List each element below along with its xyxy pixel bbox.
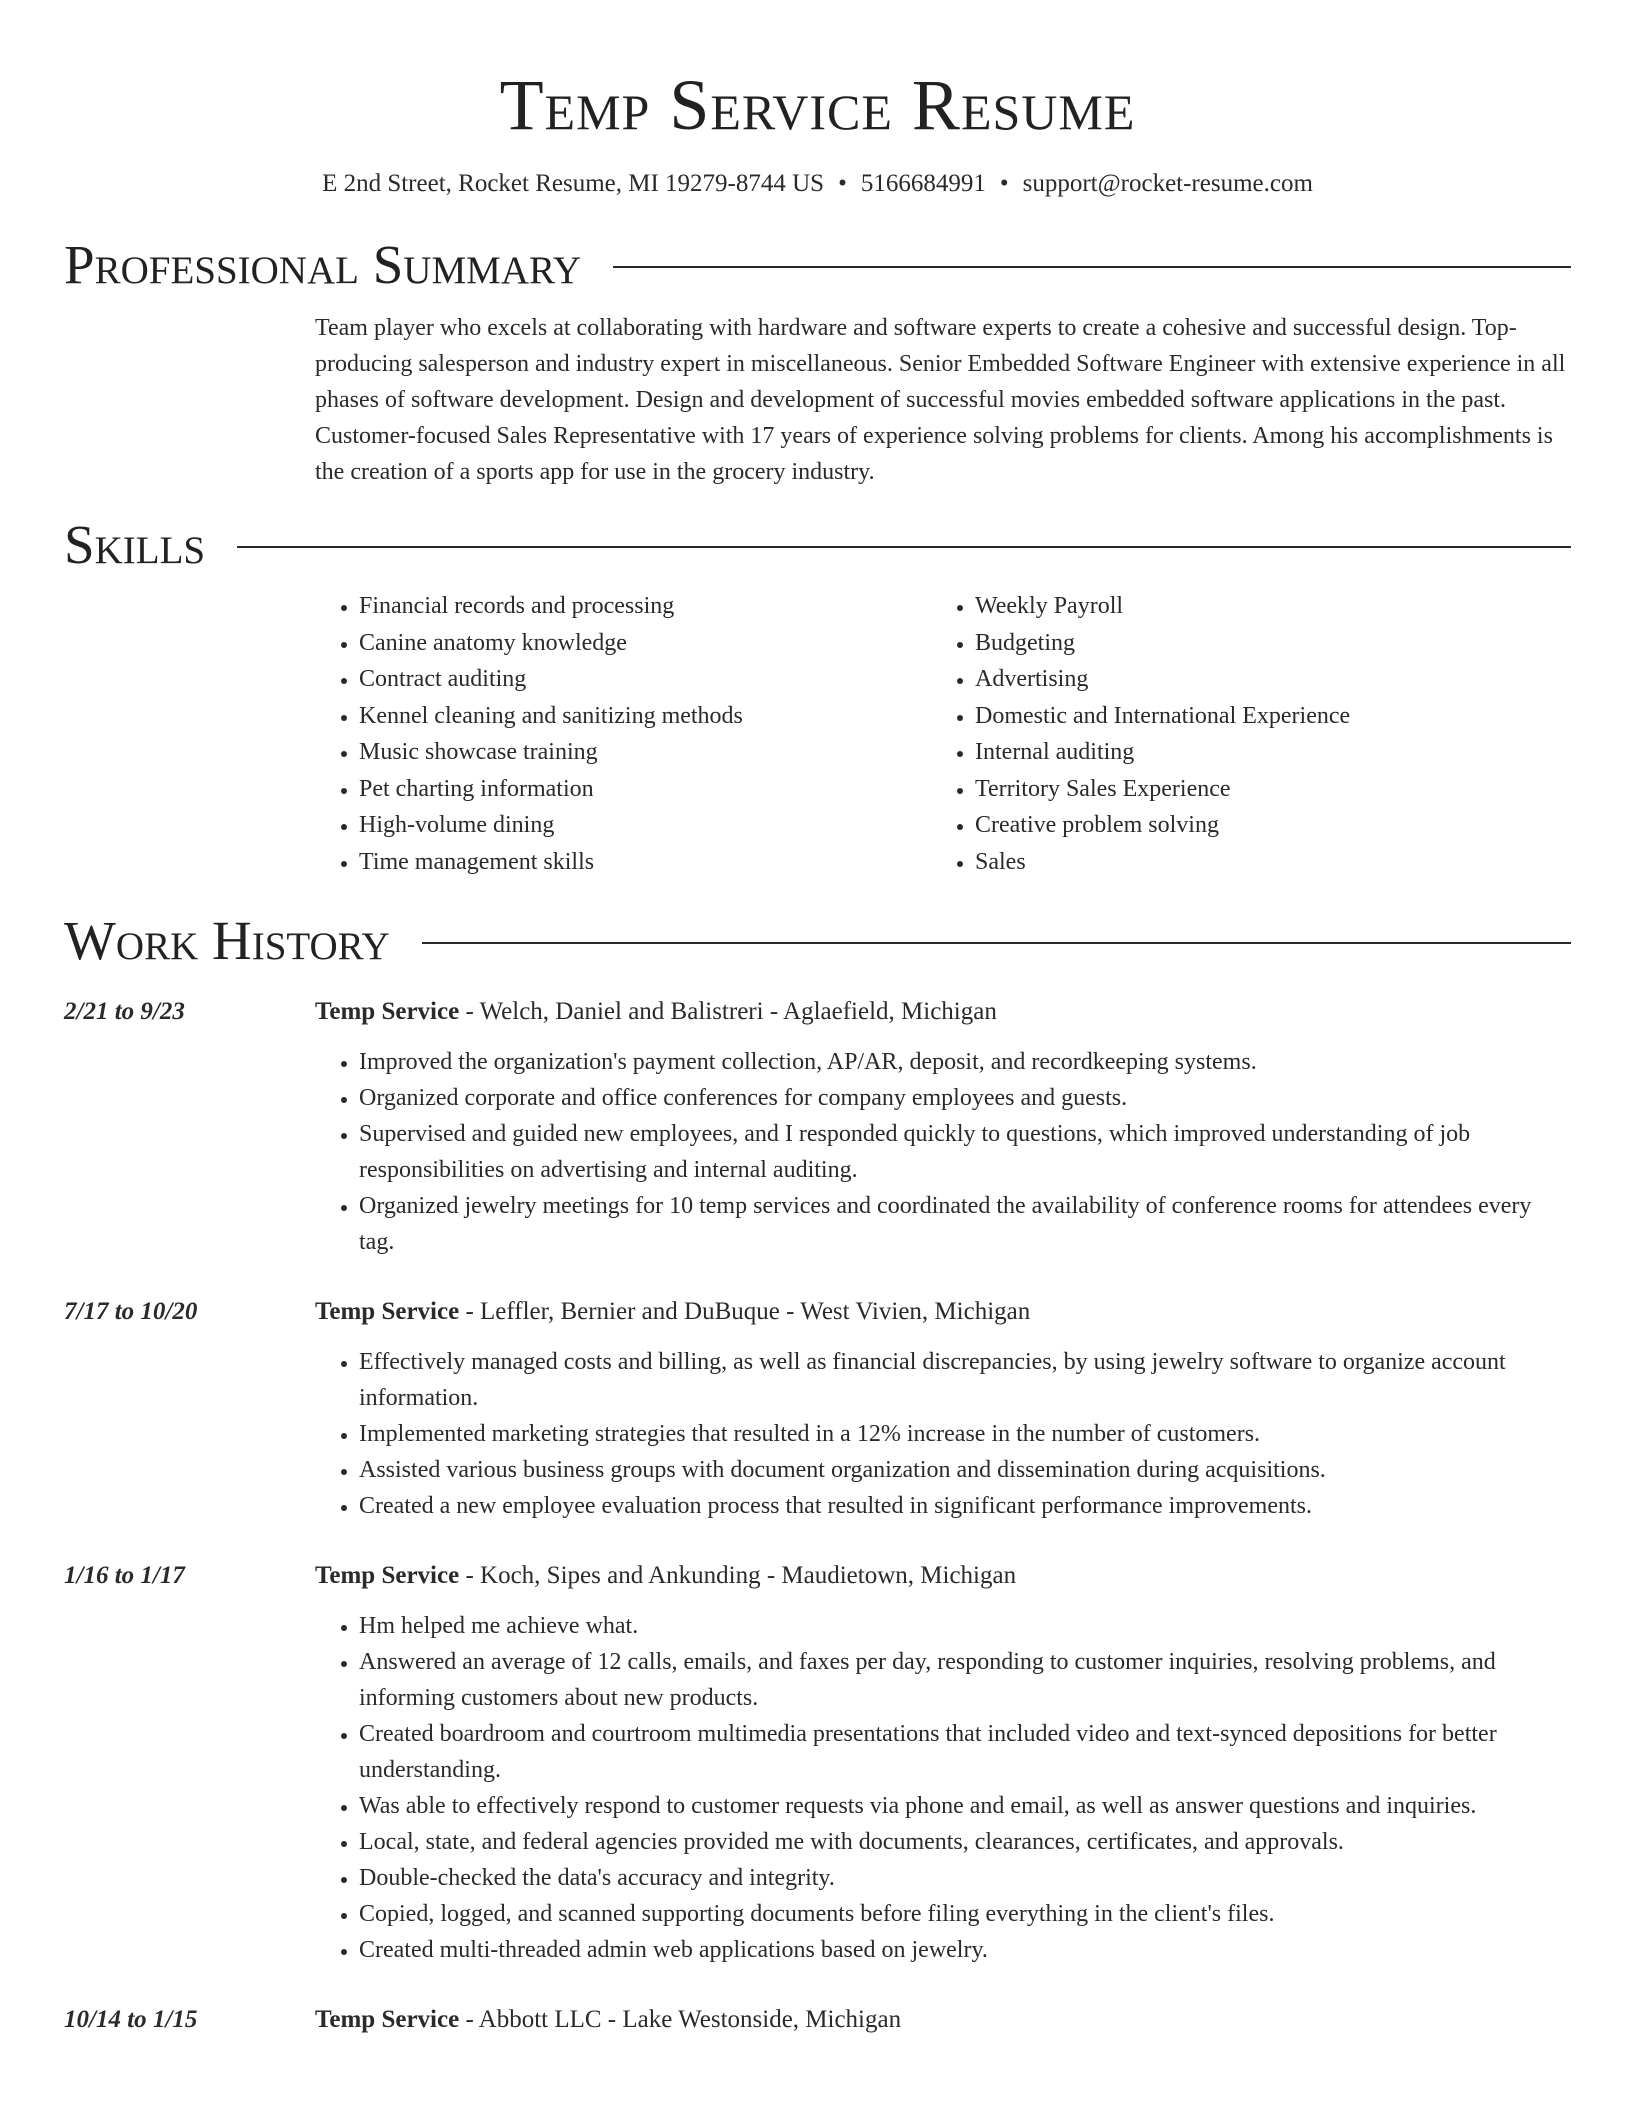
job-heading (315, 2002, 1571, 2038)
skill-item: • Music showcase training (359, 734, 931, 771)
job-employer: - Welch, Daniel and Balistreri - Aglaefield, Michigan (459, 998, 997, 1025)
resume-title: Temp Service Resume (499, 65, 1136, 145)
work-section-title: Work History (64, 910, 390, 971)
skills-row (64, 588, 1571, 880)
skills-columns (315, 588, 1571, 880)
contact-phone: 5166684991 (860, 170, 986, 197)
contact-line (64, 168, 1571, 200)
skill-item: • Contract auditing (359, 661, 931, 698)
job-bullet: • Answered an average of 12 calls, emails, and faxes per day, responding to customer inquiries, resolving problems, and informing customers about new products. (359, 1644, 1571, 1716)
job-bullets (315, 1044, 1571, 1260)
skill-item: • Time management skills (359, 844, 931, 881)
job-bullet: • Organized jewelry meetings for 10 temp services and coordinated the availability of conference rooms for attendees every tag. (359, 1188, 1571, 1260)
resume-page (64, 0, 1571, 2038)
skill-item: • Advertising (975, 661, 1547, 698)
job-entry (64, 994, 1571, 1260)
skill-item: • Weekly Payroll (975, 588, 1547, 625)
job-title: Temp Service (315, 998, 460, 1025)
job-dates: 1/16 to 1/17 (64, 1562, 185, 1589)
skill-item: • Domestic and International Experience (975, 698, 1547, 735)
skill-item: • Financial records and processing (359, 588, 931, 625)
job-bullet: • Implemented marketing strategies that resulted in a 12% increase in the number of customers. (359, 1416, 1571, 1452)
skill-item: • Internal auditing (975, 734, 1547, 771)
job-entry (64, 1294, 1571, 1524)
job-bullet: • Local, state, and federal agencies provided me with documents, clearances, certificates, and approvals. (359, 1824, 1571, 1860)
summary-row (64, 310, 1571, 490)
job-bullet: • Assisted various business groups with document organization and dissemination during acquisitions. (359, 1452, 1571, 1488)
summary-left-spacer (64, 310, 315, 490)
job-dates: 10/14 to 1/15 (64, 2006, 198, 2033)
skill-item: • Creative problem solving (975, 807, 1547, 844)
job-employer: - Abbott LLC - Lake Westonside, Michigan (459, 2006, 902, 2033)
job-heading (315, 1558, 1571, 1594)
section-divider (237, 546, 1571, 548)
skills-section-title: Skills (64, 514, 206, 575)
job-bullets (315, 1344, 1571, 1524)
skill-item: • Pet charting information (359, 771, 931, 808)
section-divider (422, 942, 1571, 944)
job-bullets (315, 1608, 1571, 1968)
skill-item: • Budgeting (975, 625, 1547, 662)
job-bullet: • Created boardroom and courtroom multimedia presentations that included video and text-synced depositions for better understanding. (359, 1716, 1571, 1788)
job-bullet: • Hm helped me achieve what. (359, 1608, 1571, 1644)
skills-section-header (64, 510, 1571, 580)
job-bullet: • Created multi-threaded admin web applications based on jewelry. (359, 1932, 1571, 1968)
contact-separator: • (999, 170, 1009, 197)
job-details (315, 1294, 1571, 1524)
summary-section-header (64, 230, 1571, 300)
job-bullet: • Organized corporate and office conferences for company employees and guests. (359, 1080, 1571, 1116)
contact-address: E 2nd Street, Rocket Resume, MI 19279-8744 US (322, 170, 825, 197)
section-divider (613, 266, 1571, 268)
job-title: Temp Service (315, 1562, 460, 1589)
contact-separator: • (838, 170, 847, 197)
skill-item: • Territory Sales Experience (975, 771, 1547, 808)
skill-item: • Canine anatomy knowledge (359, 625, 931, 662)
job-details (315, 994, 1571, 1260)
work-section-header (64, 906, 1571, 976)
job-bullet: • Effectively managed costs and billing, as well as financial discrepancies, by using jewelry software to organize account information. (359, 1344, 1571, 1416)
job-employer: - Koch, Sipes and Ankunding - Maudietown, Michigan (459, 1562, 1017, 1589)
job-employer: - Leffler, Bernier and DuBuque - West Vivien, Michigan (459, 1298, 1031, 1325)
skills-left-spacer (64, 588, 315, 880)
job-dates: 7/17 to 10/20 (64, 1298, 198, 1325)
skills-list-right (931, 588, 1547, 880)
summary-text: Team player who excels at collaborating with hardware and software experts to create a cohesive and successful design. Top-producing salesperson and industry expert in miscellaneous. Senior Embedded Software Engineer with extensive experience in all phases of software development. Design and development of successful movies embedded software applications in the past. Customer-focused Sales Representative with 17 years of experience solving problems for clients. Among his accomplishments is the creation of a sports app for use in the grocery industry. (315, 315, 1566, 485)
job-bullet: • Double-checked the data's accuracy and integrity. (359, 1860, 1571, 1896)
job-dates: 2/21 to 9/23 (64, 998, 185, 1025)
job-bullet: • Improved the organization's payment collection, AP/AR, deposit, and recordkeeping systems. (359, 1044, 1571, 1080)
job-heading (315, 994, 1571, 1030)
job-bullet: • Copied, logged, and scanned supporting documents before filing everything in the client's files. (359, 1896, 1571, 1932)
job-details (315, 2002, 1571, 2038)
job-entry (64, 1558, 1571, 1968)
skill-item: • Kennel cleaning and sanitizing methods (359, 698, 931, 735)
job-title: Temp Service (315, 1298, 460, 1325)
skills-list-left (315, 588, 931, 880)
job-details (315, 1558, 1571, 1968)
job-heading (315, 1294, 1571, 1330)
job-bullet: • Supervised and guided new employees, and I responded quickly to questions, which improved understanding of job responsibilities on advertising and internal auditing. (359, 1116, 1571, 1188)
skill-item: • Sales (975, 844, 1547, 881)
job-bullet: • Was able to effectively respond to customer requests via phone and email, as well as answer questions and inquiries. (359, 1788, 1571, 1824)
job-entry (64, 2002, 1571, 2038)
job-title: Temp Service (315, 2006, 460, 2033)
skill-item: • High-volume dining (359, 807, 931, 844)
contact-email: support@rocket-resume.com (1022, 170, 1313, 197)
summary-section-title: Professional Summary (64, 234, 582, 295)
job-bullet: • Created a new employee evaluation process that resulted in significant performance improvements. (359, 1488, 1571, 1524)
